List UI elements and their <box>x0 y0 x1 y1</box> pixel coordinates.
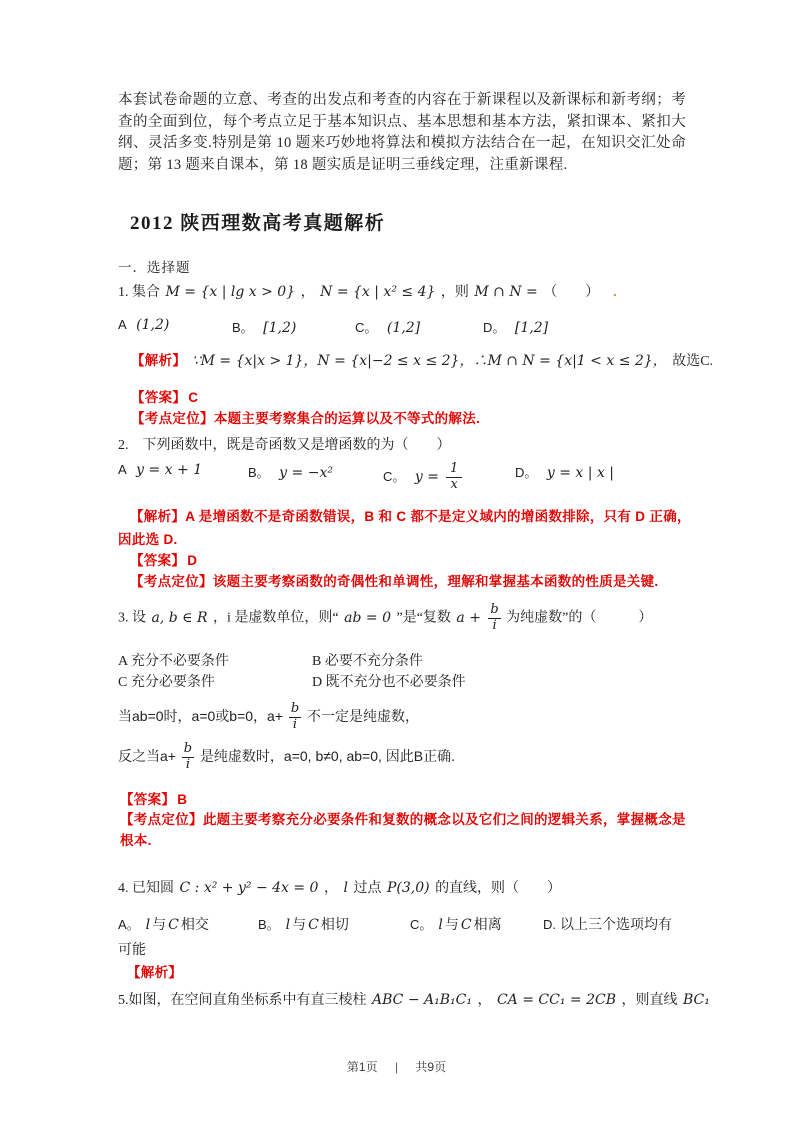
q1-accent-dot: ． <box>612 285 627 300</box>
q3-m1: a, b ∈ R <box>151 609 208 626</box>
q3-option-a-text: A 充分不必要条件 <box>118 654 229 669</box>
q4-option-a-tail: 相交 <box>180 918 209 933</box>
q2-option-b-value: y = −x² <box>279 465 333 481</box>
q2-option-a <box>118 462 204 479</box>
q2-analysis-line2 <box>118 528 178 548</box>
q2-analysis-line1 <box>130 505 691 525</box>
q2-option-a-label: A <box>118 462 127 477</box>
q1-option-b <box>232 317 298 337</box>
q2-option-c <box>383 462 464 493</box>
question-4-stem <box>118 877 561 897</box>
q4-line-l: l <box>343 880 348 896</box>
q4-analysis-label: 【解析】 <box>127 965 183 980</box>
q4-option-d-wrap <box>118 939 146 959</box>
q4-option-b-l: l <box>285 917 291 933</box>
question-2-stem <box>118 434 451 454</box>
q1-option-b-label: B。 <box>232 320 254 335</box>
q3-p3: ”是“复数 <box>396 610 451 626</box>
q5-lengths: CA = CC₁ = 2CB <box>496 992 616 1008</box>
q1-analysis-label: 【解析】 <box>131 353 187 368</box>
q1-set-n: N = {x | x² ≤ 4} <box>320 284 436 300</box>
q4-option-d <box>543 914 672 934</box>
q5-p3: ，则直线 <box>621 993 678 1008</box>
q2-frac-denominator: x <box>446 477 461 493</box>
q3-frac-numerator: b <box>490 602 499 617</box>
q3-p1: 3. 设 <box>118 610 146 626</box>
q3-option-d-text: D 既不充分也不必要条件 <box>312 675 466 690</box>
q4-option-b <box>258 914 349 934</box>
section-heading: 一．选择题 <box>118 260 191 275</box>
q4-option-a-l: l <box>145 917 151 933</box>
q4-option-b-mid: 与 <box>292 918 307 933</box>
q4-option-b-label: B。 <box>258 917 280 932</box>
q4-p4: 的直线，则（ ） <box>435 881 562 896</box>
q3-answer-value: B <box>177 792 188 807</box>
q1-point-text: 本题主要考察集合的运算以及不等式的解法. <box>213 411 481 426</box>
q1-option-c <box>355 317 422 337</box>
q3-work1-post: 不一定是纯虚数， <box>306 708 419 725</box>
q4-option-a-c: C <box>168 917 179 933</box>
q3-answer-label: 【答案】 <box>120 792 176 807</box>
q2-analysis-text2: 因此选 D. <box>118 532 178 547</box>
question-5-stem <box>118 989 712 1009</box>
q3-work2-fraction <box>182 742 194 773</box>
q1-answer-line <box>131 386 198 406</box>
q3-stem-fraction <box>488 603 500 634</box>
q1-analysis-tail: 故选C. <box>672 354 714 369</box>
q2-point-text: 该题主要考察函数的奇偶性和单调性，理解和掌握基本函数的性质是关键. <box>212 574 659 589</box>
q4-p3: 过点 <box>353 881 382 896</box>
q2-option-c-pre: y = <box>414 468 439 485</box>
q4-option-b-c: C <box>308 917 319 933</box>
q1-point-label: 【考点定位】 <box>131 411 214 426</box>
q3-point-line <box>120 809 695 851</box>
q4-option-d-label: D. <box>543 917 556 932</box>
q1-point-line <box>131 407 480 427</box>
q3-option-c-text: C 充分必要条件 <box>118 675 215 690</box>
q2-option-d-label: D。 <box>515 465 538 480</box>
q4-option-c <box>410 914 502 934</box>
footer-total-pages: 共9页 <box>415 1060 447 1074</box>
q3-work2-post: 是纯虚数时，a=0, b≠0, ab=0, 因此B正确. <box>199 748 456 765</box>
q3-option-b <box>312 650 423 670</box>
q1-analysis-line <box>131 349 713 370</box>
q1-paren: （ ） <box>543 285 600 300</box>
q3-work1-frac-den: i <box>289 717 301 733</box>
q1-sep: ， <box>300 285 315 300</box>
q3-option-a <box>118 650 229 670</box>
q3-work2-pre: 反之当a+ <box>118 748 176 765</box>
q1-option-a-label: A <box>118 317 127 332</box>
q2-answer-label: 【答案】 <box>130 553 186 568</box>
q5-prism: ABC − A₁B₁C₁ <box>372 992 472 1008</box>
page-footer <box>0 1058 793 1075</box>
q1-option-a <box>118 317 171 334</box>
q4-option-c-c: C <box>460 917 472 933</box>
q4-p1: 4. 已知圆 <box>118 881 174 896</box>
q1-option-d-value: [1,2] <box>514 320 549 336</box>
q1-option-b-value: [1,2) <box>263 320 297 336</box>
q5-line-bc1: BC₁ <box>682 992 710 1008</box>
q4-analysis-line <box>127 961 182 981</box>
q2-point-line <box>130 570 658 590</box>
q3-work-line1 <box>118 702 419 733</box>
q3-work1-pre: 当ab=0时，a=0或b=0，a+ <box>118 708 283 725</box>
q4-option-c-tail: 相离 <box>473 918 502 933</box>
q3-point-text: 此题主要考察充分必要条件和复数的概念以及它们之间的逻辑关系，掌握概念是根本. <box>120 812 686 848</box>
q1-mid: ，则 <box>440 285 469 300</box>
q4-option-d-text: 以上三个选项均有 <box>560 918 672 933</box>
q1-set-m: M = {x | lg x > 0} <box>165 284 296 300</box>
q1-answer-value: C <box>188 390 199 405</box>
q3-option-b-text: B 必要不充分条件 <box>312 654 423 669</box>
q2-analysis-text1: A 是增函数不是奇函数错误，B 和 C 都不是定义域内的增函数排除，只有 D 正确， <box>185 509 691 524</box>
q4-p2: ， <box>323 881 338 896</box>
q3-p4: 为纯虚数”的（ ） <box>506 610 653 626</box>
q1-number-text: 1. 集合 <box>118 285 160 300</box>
q1-option-d-label: D。 <box>483 320 506 335</box>
q2-option-b-label: B。 <box>248 465 270 480</box>
page-title: 2012 陕西理数高考真题解析 <box>130 213 386 234</box>
q3-frac-denominator: i <box>488 618 500 634</box>
q4-option-a-label: A。 <box>118 917 140 932</box>
q4-option-a <box>118 914 209 934</box>
q4-option-c-mid: 与 <box>444 918 459 933</box>
q3-point-label: 【考点定位】 <box>120 812 203 827</box>
q4-option-c-label: C。 <box>410 917 433 932</box>
q3-work2-frac-num: b <box>183 741 193 756</box>
q4-point-p: P(3,0) <box>386 880 430 896</box>
q2-option-a-value: y = x + 1 <box>136 462 203 478</box>
q3-m2: ab = 0 <box>344 609 391 626</box>
intro-paragraph: 本套试卷命题的立意、考查的出发点和考查的内容在于新课程以及新课标和新考纲；考查的全面到位，每个考点立足于基本知识点、基本思想和基本方法，紧扣课本、紧扣大纲、灵活多变.特别是第 10 题来巧妙地将算法和模拟方法结合在一起，在知识交汇处命题；第 13 题来自课本，第 18 题实质是证明三垂线定理，注重新课程. <box>118 92 686 173</box>
q4-option-b-tail: 相切 <box>320 918 349 933</box>
q3-work2-frac-den: i <box>182 757 194 773</box>
q4-option-a-mid: 与 <box>152 918 167 933</box>
footer-separator: | <box>394 1060 399 1074</box>
q1-option-d <box>483 317 550 337</box>
question-3-stem <box>118 603 652 634</box>
q2-answer-line <box>130 549 197 569</box>
footer-page-number: 第1页 <box>346 1060 378 1074</box>
q2-option-c-fraction <box>446 462 461 493</box>
question-1-stem <box>118 281 627 301</box>
q1-intersection: M ∩ N = <box>474 284 538 300</box>
q2-option-c-label: C。 <box>383 468 406 484</box>
q1-option-a-value: (1,2) <box>136 317 170 333</box>
q3-p2: ，i 是虚数单位，则“ <box>213 610 339 626</box>
q3-option-c <box>118 671 215 691</box>
q3-option-d <box>312 671 466 691</box>
q3-m3: a + <box>456 609 481 626</box>
q2-option-d-value: y = x | x | <box>546 465 615 481</box>
q4-circle-eq: C : x² + y² − 4x = 0 <box>179 880 319 896</box>
q3-answer-line <box>120 788 187 808</box>
q2-option-d <box>515 462 616 482</box>
q5-p2: ， <box>477 993 492 1008</box>
q1-option-c-value: (1,2] <box>386 320 421 336</box>
q1-answer-label: 【答案】 <box>131 390 187 405</box>
q2-point-label: 【考点定位】 <box>130 574 213 589</box>
q1-option-c-label: C。 <box>355 320 378 335</box>
q3-work1-fraction <box>289 702 301 733</box>
q5-p1: 5.如图，在空间直角坐标系中有直三棱柱 <box>118 993 367 1008</box>
q2-frac-numerator: 1 <box>450 461 459 476</box>
q2-analysis-label: 【解析】 <box>130 509 186 524</box>
q4-option-d-wrap-text: 可能 <box>118 943 146 958</box>
q3-work-line2 <box>118 742 455 773</box>
q4-option-c-l: l <box>438 917 443 933</box>
q2-stem-text: 2. 下列函数中，既是奇函数又是增函数的为（ ） <box>118 438 451 453</box>
q3-work1-frac-num: b <box>290 701 300 716</box>
q2-option-b <box>248 462 335 482</box>
q1-analysis-math: ∵M = {x|x > 1}，N = {x|−2 ≤ x ≤ 2}，∴M ∩ N = {x|1 < x ≤ 2}， <box>191 353 667 369</box>
q2-answer-value: D <box>187 553 198 568</box>
